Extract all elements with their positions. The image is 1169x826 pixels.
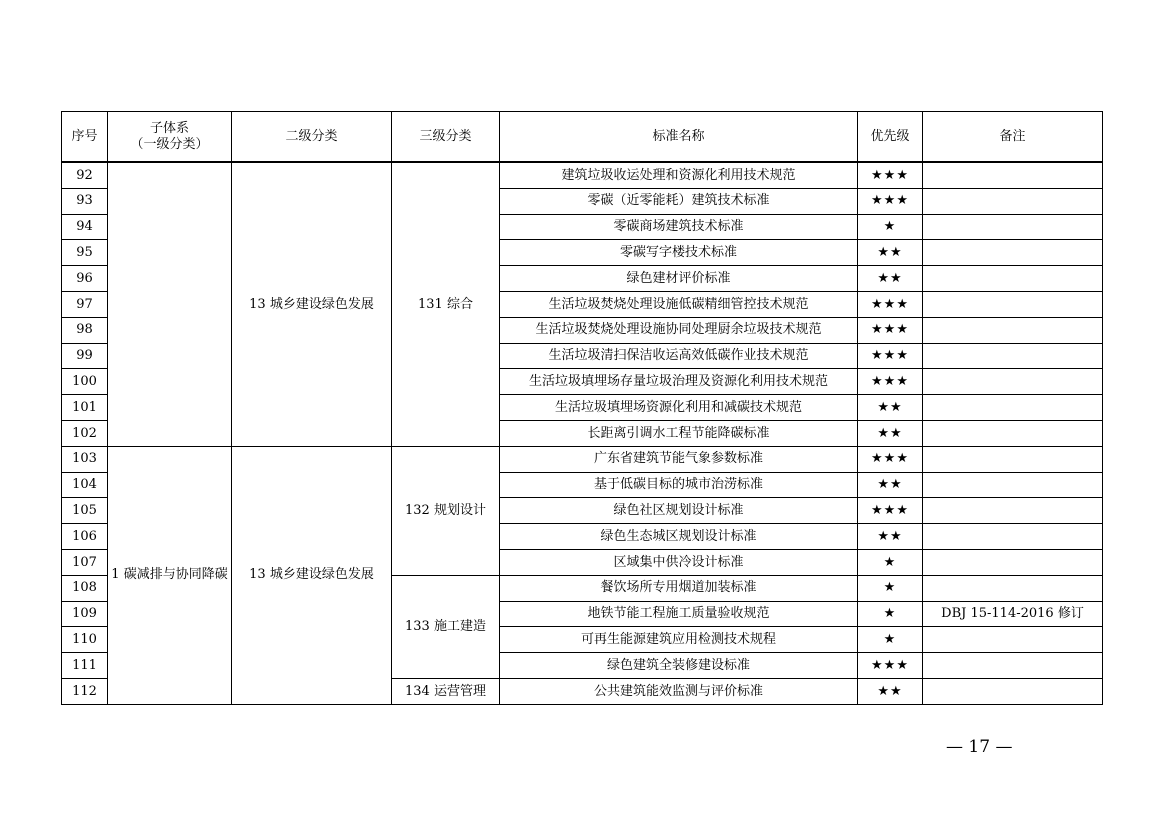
remark: [923, 678, 1103, 704]
remark: [923, 317, 1103, 343]
priority-stars: ★: [858, 549, 923, 575]
remark: DBJ 15-114-2016 修订: [923, 601, 1103, 627]
remark: [923, 240, 1103, 266]
remark: [923, 266, 1103, 292]
remark: [923, 369, 1103, 395]
standard-name: 区域集中供冷设计标准: [500, 549, 858, 575]
row-number: 106: [62, 524, 108, 550]
row-number: 96: [62, 266, 108, 292]
remark: [923, 472, 1103, 498]
header-subsystem-line2: （一级分类）: [130, 136, 209, 152]
table-row: [62, 162, 1103, 188]
row-number: 103: [62, 446, 108, 472]
standard-name: 生活垃圾填埋场资源化利用和减碳技术规范: [500, 395, 858, 421]
row-number: 98: [62, 317, 108, 343]
priority-stars: ★: [858, 214, 923, 240]
priority-stars: ★: [858, 627, 923, 653]
priority-stars: ★★: [858, 266, 923, 292]
header-remark: 备注: [923, 112, 1103, 163]
table-row: [62, 446, 1103, 472]
standards-table: [61, 111, 1103, 705]
level2-cell: 13 城乡建设绿色发展: [232, 446, 392, 704]
remark: [923, 627, 1103, 653]
remark: [923, 575, 1103, 601]
header-subsystem: [108, 112, 232, 163]
page-number: — 17 —: [946, 737, 1013, 757]
row-number: 93: [62, 188, 108, 214]
remark: [923, 188, 1103, 214]
row-number: 111: [62, 653, 108, 679]
standard-name: 餐饮场所专用烟道加装标准: [500, 575, 858, 601]
priority-stars: ★★: [858, 678, 923, 704]
remark: [923, 162, 1103, 188]
remark: [923, 653, 1103, 679]
standard-name: 绿色建材评价标准: [500, 266, 858, 292]
remark: [923, 395, 1103, 421]
subsystem-cell: [108, 162, 232, 446]
remark: [923, 420, 1103, 446]
priority-stars: ★★★: [858, 446, 923, 472]
priority-stars: ★★: [858, 240, 923, 266]
row-number: 110: [62, 627, 108, 653]
level3-cell: 131 综合: [392, 162, 500, 446]
standard-name: 生活垃圾焚烧处理设施协同处理厨余垃圾技术规范: [500, 317, 858, 343]
row-number: 107: [62, 549, 108, 575]
standard-name: 生活垃圾填埋场存量垃圾治理及资源化利用技术规范: [500, 369, 858, 395]
standard-name: 长距离引调水工程节能降碳标准: [500, 420, 858, 446]
priority-stars: ★★★: [858, 188, 923, 214]
row-number: 100: [62, 369, 108, 395]
priority-stars: ★★: [858, 395, 923, 421]
priority-stars: ★★: [858, 524, 923, 550]
standard-name: 广东省建筑节能气象参数标准: [500, 446, 858, 472]
priority-stars: ★★★: [858, 291, 923, 317]
header-seq: 序号: [62, 112, 108, 163]
standard-name: 零碳（近零能耗）建筑技术标准: [500, 188, 858, 214]
row-number: 92: [62, 162, 108, 188]
header-level2: 二级分类: [232, 112, 392, 163]
standard-name: 建筑垃圾收运处理和资源化利用技术规范: [500, 162, 858, 188]
priority-stars: ★★: [858, 472, 923, 498]
remark: [923, 343, 1103, 369]
level3-cell: 132 规划设计: [392, 446, 500, 575]
standard-name: 绿色社区规划设计标准: [500, 498, 858, 524]
row-number: 112: [62, 678, 108, 704]
standard-name: 可再生能源建筑应用检测技术规程: [500, 627, 858, 653]
standard-name: 地铁节能工程施工质量验收规范: [500, 601, 858, 627]
priority-stars: ★★★: [858, 162, 923, 188]
row-number: 99: [62, 343, 108, 369]
priority-stars: ★★★: [858, 498, 923, 524]
remark: [923, 524, 1103, 550]
row-number: 104: [62, 472, 108, 498]
remark: [923, 446, 1103, 472]
header-subsystem-line1: 子体系: [149, 120, 189, 136]
standard-name: 基于低碳目标的城市治涝标准: [500, 472, 858, 498]
standard-name: 生活垃圾焚烧处理设施低碳精细管控技术规范: [500, 291, 858, 317]
header-priority: 优先级: [858, 112, 923, 163]
header-level3: 三级分类: [392, 112, 500, 163]
priority-stars: ★★: [858, 420, 923, 446]
level2-cell: 13 城乡建设绿色发展: [232, 162, 392, 446]
row-number: 102: [62, 420, 108, 446]
remark: [923, 291, 1103, 317]
priority-stars: ★★★: [858, 369, 923, 395]
subsystem-cell: 1 碳减排与协同降碳: [108, 446, 232, 704]
standard-name: 公共建筑能效监测与评价标准: [500, 678, 858, 704]
remark: [923, 214, 1103, 240]
level3-cell: 134 运营管理: [392, 678, 500, 704]
priority-stars: ★★★: [858, 343, 923, 369]
row-number: 97: [62, 291, 108, 317]
row-number: 94: [62, 214, 108, 240]
table-header-row: [62, 112, 1103, 163]
row-number: 108: [62, 575, 108, 601]
priority-stars: ★: [858, 601, 923, 627]
priority-stars: ★: [858, 575, 923, 601]
row-number: 101: [62, 395, 108, 421]
standard-name: 绿色建筑全装修建设标准: [500, 653, 858, 679]
priority-stars: ★★★: [858, 317, 923, 343]
row-number: 109: [62, 601, 108, 627]
standard-name: 绿色生态城区规划设计标准: [500, 524, 858, 550]
standard-name: 生活垃圾清扫保洁收运高效低碳作业技术规范: [500, 343, 858, 369]
priority-stars: ★★★: [858, 653, 923, 679]
row-number: 95: [62, 240, 108, 266]
header-standard-name: 标准名称: [500, 112, 858, 163]
remark: [923, 549, 1103, 575]
remark: [923, 498, 1103, 524]
row-number: 105: [62, 498, 108, 524]
level3-cell: 133 施工建造: [392, 575, 500, 678]
standard-name: 零碳写字楼技术标准: [500, 240, 858, 266]
standard-name: 零碳商场建筑技术标准: [500, 214, 858, 240]
